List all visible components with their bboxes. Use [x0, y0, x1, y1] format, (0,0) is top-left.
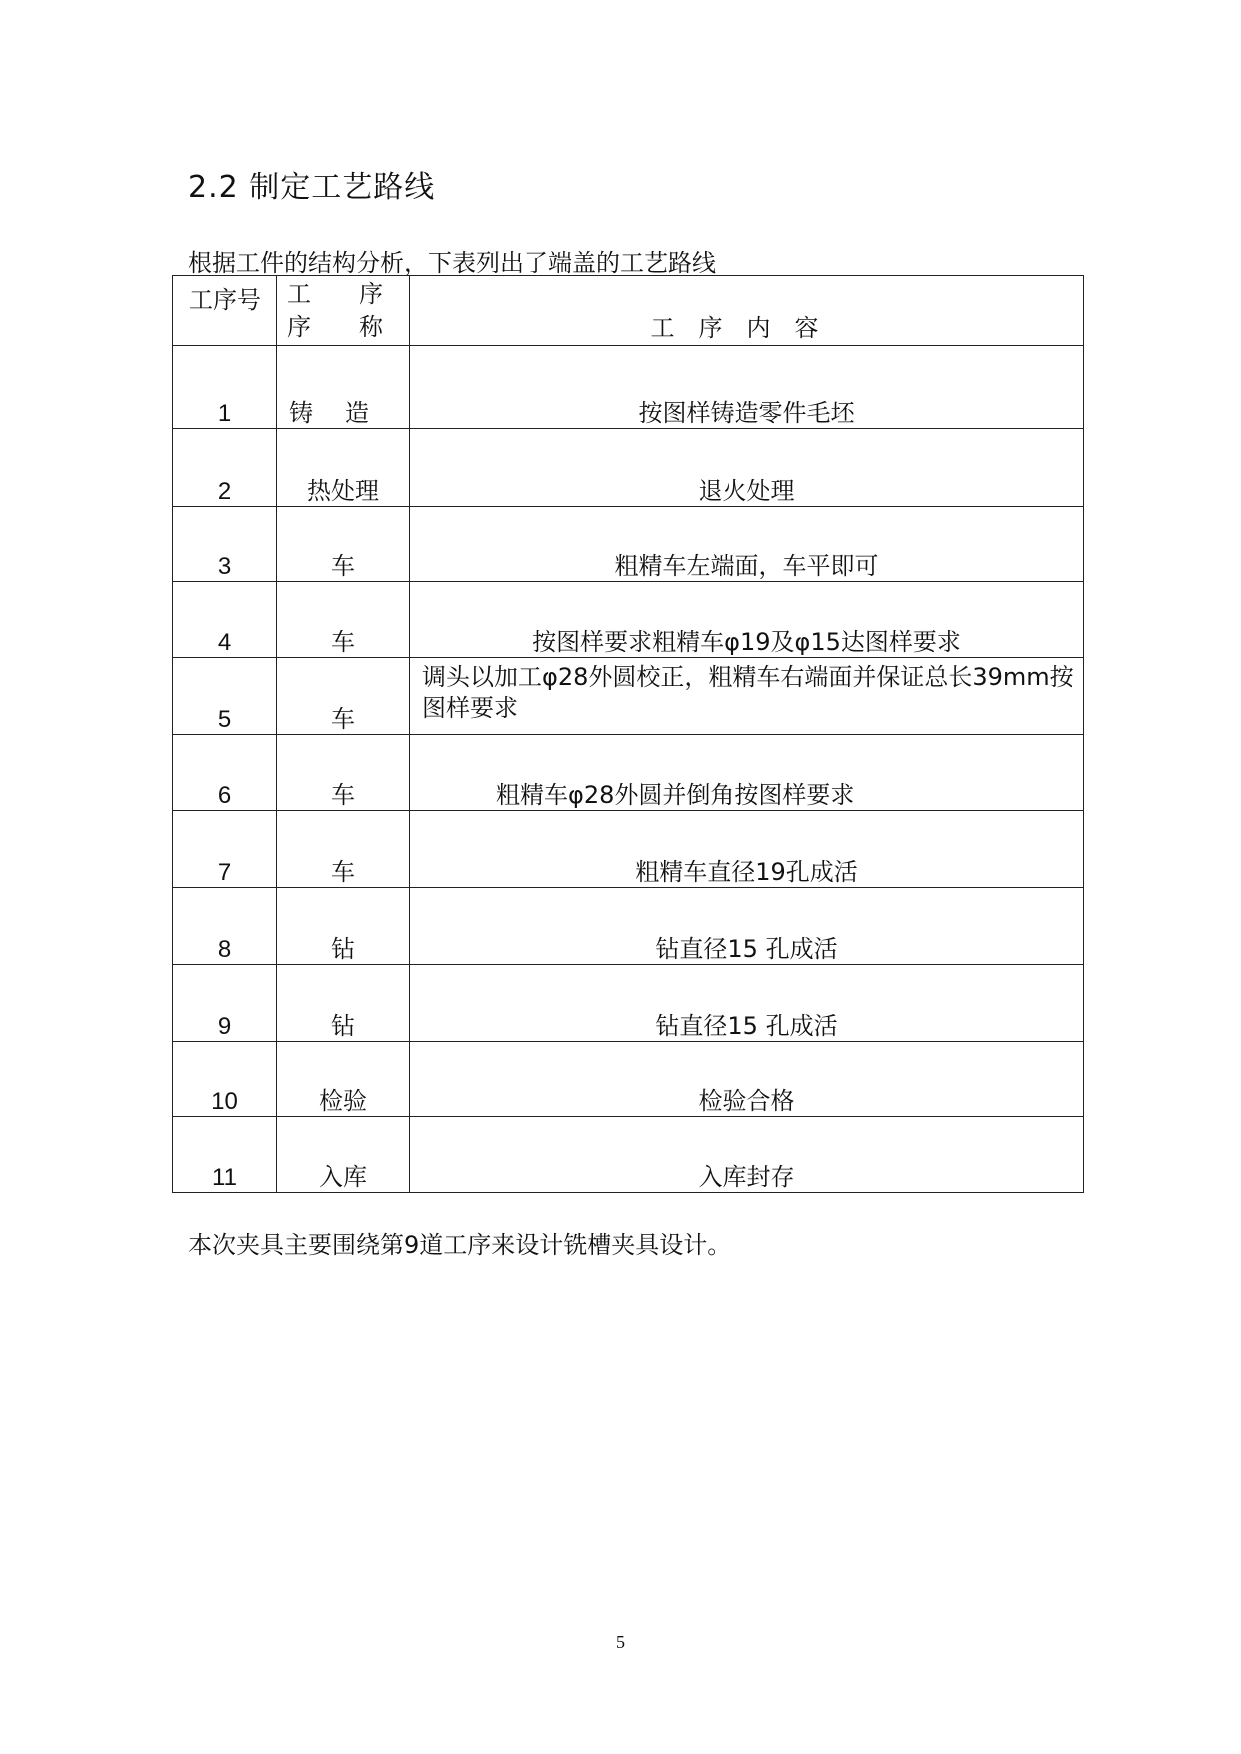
step-no: 6: [173, 735, 277, 811]
step-content: 按图样要求粗精车φ19及φ15达图样要求: [410, 582, 1084, 658]
table-row: [173, 507, 1084, 582]
header-step-name-line1: 工 序: [287, 280, 383, 308]
step-name: 入库: [277, 1117, 410, 1193]
step-name: 车: [277, 507, 410, 582]
step-no: 8: [173, 888, 277, 965]
table-row: [173, 582, 1084, 658]
step-no: 1: [173, 346, 277, 429]
step-no: 9: [173, 965, 277, 1042]
step-no: 5: [173, 658, 277, 735]
step-content: 入库封存: [410, 1117, 1084, 1193]
step-content: 粗精车直径19孔成活: [410, 811, 1084, 888]
table-header-row: [173, 276, 1084, 346]
table-row: [173, 965, 1084, 1042]
header-step-name-line2: 序 称: [287, 313, 383, 341]
step-name: 车: [277, 658, 410, 735]
header-step-content: 工序内容: [410, 276, 1084, 346]
step-name: 车: [277, 735, 410, 811]
header-step-no: 工序号: [173, 276, 277, 346]
intro-paragraph: 根据工件的结构分析，下表列出了端盖的工艺路线: [188, 249, 716, 277]
step-name: 钻: [277, 965, 410, 1042]
page-number: 5: [616, 1632, 625, 1652]
step-no: 4: [173, 582, 277, 658]
table-row: [173, 735, 1084, 811]
step-name: 车: [277, 582, 410, 658]
table-row: [173, 1042, 1084, 1117]
step-content: 检验合格: [410, 1042, 1084, 1117]
process-route-table: [172, 275, 1084, 1193]
step-content: 钻直径15 孔成活: [410, 888, 1084, 965]
table-row: [173, 658, 1084, 735]
step-content: 退火处理: [410, 429, 1084, 507]
step-name: 钻: [277, 888, 410, 965]
step-content: 调头以加工φ28外圆校正，粗精车右端面并保证总长39mm按图样要求: [410, 658, 1084, 735]
step-content: 粗精车左端面，车平即可: [410, 507, 1084, 582]
step-no: 10: [173, 1042, 277, 1117]
step-no: 11: [173, 1117, 277, 1193]
table-row: [173, 888, 1084, 965]
step-content: 钻直径15 孔成活: [410, 965, 1084, 1042]
step-no: 7: [173, 811, 277, 888]
table-row: [173, 429, 1084, 507]
step-name: 热处理: [277, 429, 410, 507]
step-name: 车: [277, 811, 410, 888]
table-row: [173, 346, 1084, 429]
section-heading: 2.2 制定工艺路线: [188, 170, 436, 205]
table-row: [173, 1117, 1084, 1193]
table-row: [173, 811, 1084, 888]
step-content: 按图样铸造零件毛坯: [410, 346, 1084, 429]
step-name: 铸造: [277, 346, 410, 429]
step-no: 2: [173, 429, 277, 507]
step-content: 粗精车φ28外圆并倒角按图样要求: [410, 735, 1084, 811]
header-step-name: [277, 276, 410, 346]
step-name: 检验: [277, 1042, 410, 1117]
closing-paragraph: 本次夹具主要围绕第9道工序来设计铣槽夹具设计。: [188, 1231, 732, 1259]
step-no: 3: [173, 507, 277, 582]
